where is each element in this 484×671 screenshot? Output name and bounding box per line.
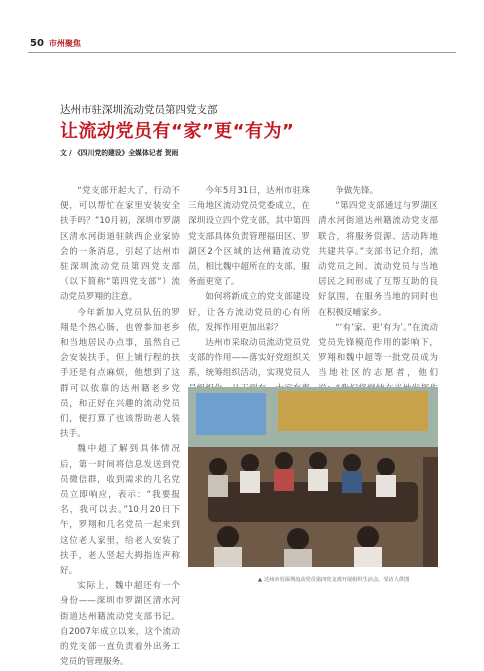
article-photo <box>188 387 438 567</box>
header-rule <box>28 52 456 53</box>
article-headline: 让流动党员有“家”更“有为” <box>60 121 295 142</box>
article-column-1 <box>60 184 180 671</box>
page-header <box>30 38 81 49</box>
photo-caption <box>258 576 409 583</box>
paragraph: “党支部开起大了，行动不便，可以帮忙在家里安装安全扶手吗？”10月初，深圳市罗湖区清水河街道驻陕西企业家协会的一条消息，引起了达州市驻深圳流动党员第四党支部（以下简称“第四党支部”）流动党员罗翔的注意。 <box>60 186 180 303</box>
paragraph: 达州市采取动员流动党员党支部的作用——落实好党组织关系，统筹组织活动，实现党员人 <box>188 338 310 379</box>
section-tag: 市州聚焦 <box>48 39 81 48</box>
paragraph: 实际上，魏中超还有一个身份——深圳市罗湖区清水河街道达州籍流动党支部书记。自2007年成立以来，这个流动的党支部一直负责着外出务工党员的管理服务。 <box>60 581 180 668</box>
paragraph: 今年5月31日，达州市驻珠三角地区流动党员党委成立，在深圳设立四个党支部，其中第四党支部具体负责管理福田区、罗湖区2个区域的达州籍流动党员，相比魏中超所在的支部，服务面更宽了。 <box>188 186 310 288</box>
paragraph: 魏中超了解到具体情况后，第一时间将信息发送到党员微信群，收到需求的几名党员立即响应，表示：“我要报名，我可以去。”10月20日下午，罗翔和几名党员一起来到这位老人家里，给老人安装了扶手，老人竖起大拇指连声称好。 <box>60 444 180 577</box>
paragraph: 争做先锋。 <box>335 186 379 196</box>
article-byline: 文 / 《四川党的建设》全媒体记者 贺雨 <box>60 149 179 157</box>
paragraph: 如何将新成立的党支部建设好，让各方流动党员的心有所依，发挥作用更加出彩？ <box>188 292 310 333</box>
paragraph: “第四党支部通过与罗湖区清水河街道达州籍流动党支部联合，将服务资源、活动阵地共建共享。”支部书记介绍，流动党员之间、流动党员与当地居民之间形成了互帮互助的良好氛围，在服务当地的同时也在积极反哺家乡。 <box>318 201 438 318</box>
caption-text: 达州市驻深圳流动党员第四党支部开展组织生活会。受访人供图 <box>264 577 410 583</box>
caption-triangle-icon: ▲ <box>258 577 262 583</box>
paragraph-text: “‘有’家、更‘有为’。”在流动党员先锋模范作用的影响下，罗翔和魏中超等一批党员成为当地社区的志愿者，他们 <box>318 322 438 379</box>
paragraph: 今年新加入党员队伍的罗翔是个热心肠，也曾参加老乡和当地居民办点事，虽然自己会安装扶手，但上铺行程的扶手还是有点麻烦，他想到了这群可以依靠的达州籍老乡党员，和正好在兴趣的流动党员们，便打算了也该帮助老人装扶手。 <box>60 307 180 440</box>
meeting-photo-illustration <box>188 387 438 567</box>
page-number: 50 <box>30 38 44 49</box>
article-column-3 <box>318 184 438 412</box>
article-kicker: 达州市驻深圳流动党员第四党支部 <box>60 104 218 116</box>
